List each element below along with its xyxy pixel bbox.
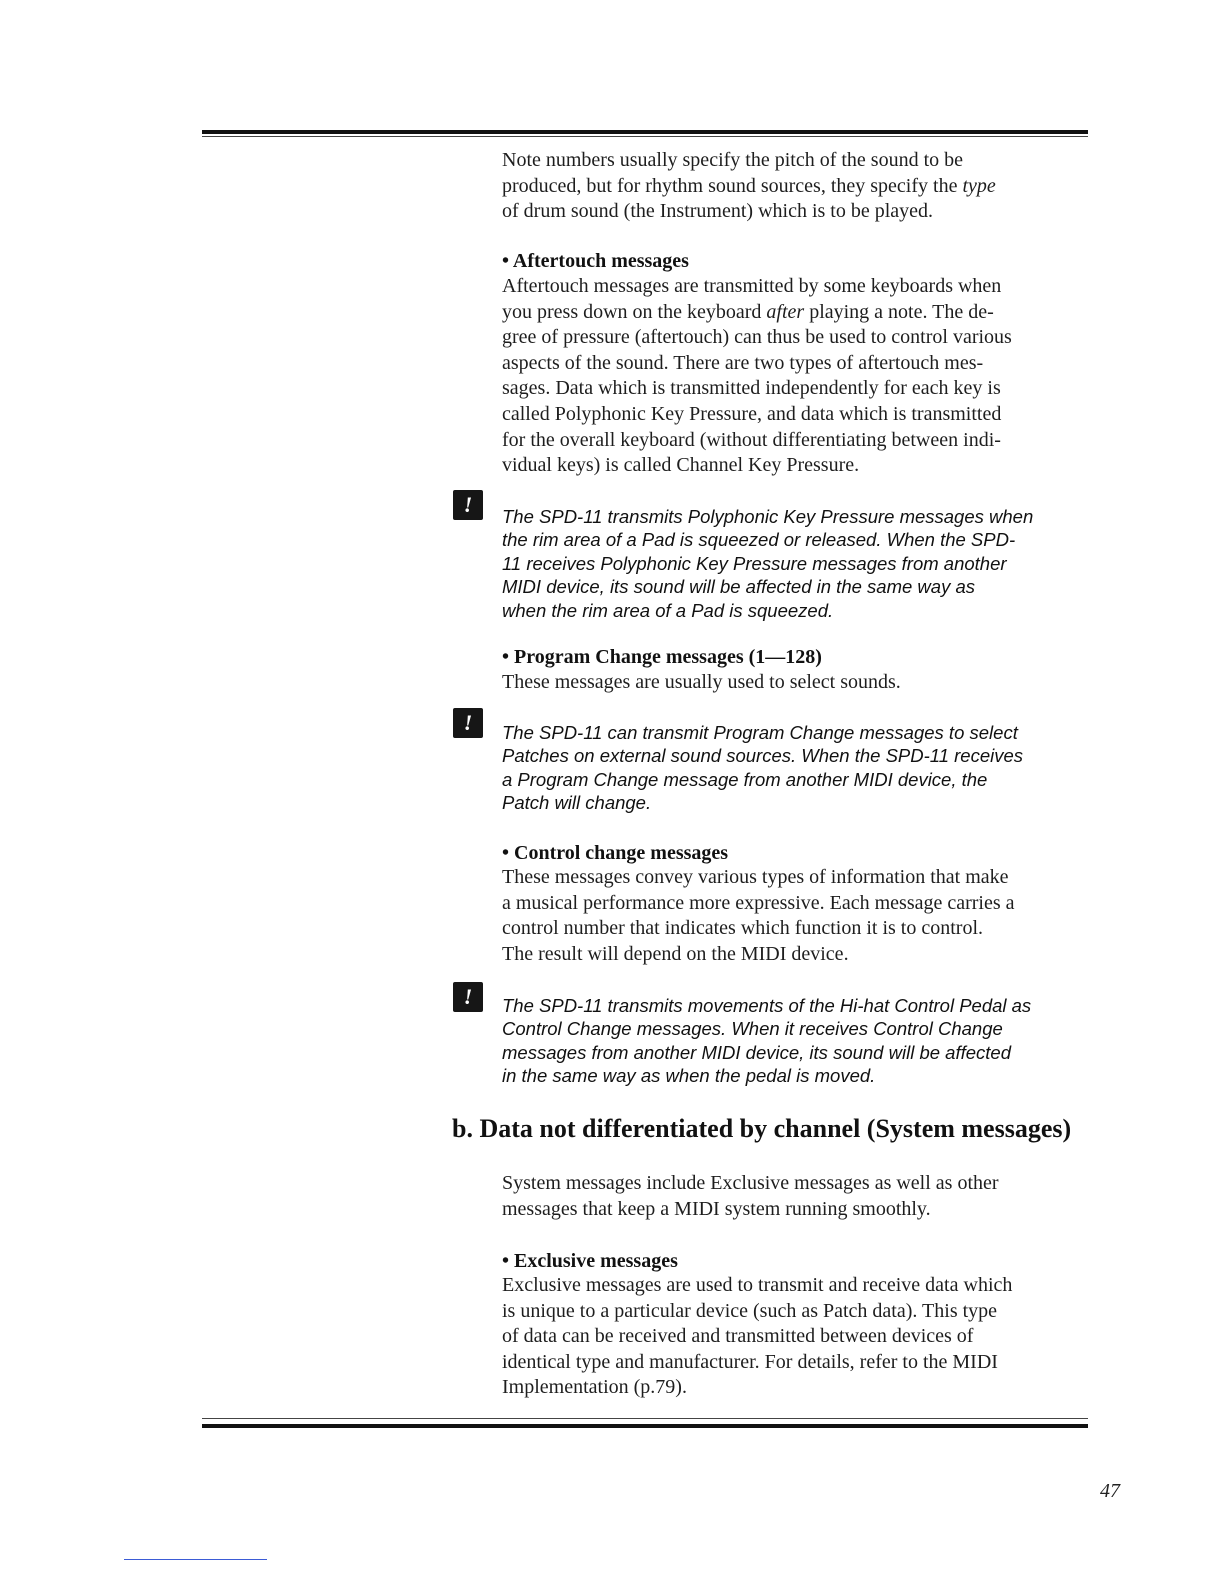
intro-line: of drum sound (the Instrument) which is to be played. [502, 200, 934, 223]
note-warning-icon: ! [453, 708, 483, 738]
intro-line: Note numbers usually specify the pitch of the sound to be [502, 149, 964, 171]
aftertouch-line: vidual keys) is called Channel Key Pressure. [502, 454, 860, 477]
note-line: MIDI device, its sound will be affected in the same way as [502, 576, 975, 598]
intro-line: produced, but for rhythm sound sources, they specify the [502, 174, 963, 197]
note-line: the rim area of a Pad is squeezed or released. When the SPD- [502, 529, 1016, 551]
aftertouch-heading: • Aftertouch messages [502, 250, 689, 272]
note-line: The SPD-11 transmits movements of the Hi-hat Control Pedal as [502, 995, 1032, 1016]
bottom-rule [202, 1418, 1088, 1428]
exclusive-paragraph [502, 1273, 1092, 1401]
control-change-line: a musical performance more expressive. Each message carries a [502, 891, 1015, 914]
program-change-heading: • Program Change messages (1—128) [502, 646, 822, 668]
note-warning-icon: ! [453, 982, 483, 1012]
aftertouch-line: playing a note. The de- [804, 300, 994, 323]
note-line: in the same way as when the pedal is moved. [502, 1065, 876, 1087]
control-change-paragraph [502, 865, 1092, 967]
exclusive-line: identical type and manufacturer. For details, refer to the MIDI [502, 1350, 998, 1373]
section-b-line: System messages include Exclusive messages as well as other [502, 1172, 999, 1194]
aftertouch-note [502, 505, 1092, 622]
exclusive-line: is unique to a particular device (such as Patch data). This type [502, 1299, 998, 1322]
exclusive-line: Implementation (p.79). [502, 1376, 687, 1399]
control-change-line: These messages convey various types of information that make [502, 866, 1009, 888]
program-change-line: These messages are usually used to select sounds. [502, 671, 901, 693]
note-line: The SPD-11 can transmit Program Change messages to select [502, 722, 1018, 743]
exclusive-line: of data can be received and transmitted between devices of [502, 1325, 974, 1348]
exclusive-heading: • Exclusive messages [502, 1250, 678, 1272]
program-change-paragraph [502, 670, 1092, 696]
control-change-line: The result will depend on the MIDI device. [502, 942, 849, 965]
note-line: Patches on external sound sources. When the SPD-11 receives [502, 745, 1024, 767]
section-b-paragraph [502, 1171, 1092, 1222]
aftertouch-line: you press down on the keyboard [502, 300, 767, 323]
emphasis-type: type [962, 174, 996, 197]
aftertouch-line: gree of pressure (aftertouch) can thus be used to control various [502, 326, 1012, 349]
note-warning-icon: ! [453, 490, 483, 520]
note-line: Patch will change. [502, 792, 652, 814]
top-rule [202, 130, 1088, 138]
control-change-line: control number that indicates which function it is to control. [502, 917, 984, 940]
page-number: 47 [1100, 1480, 1120, 1502]
intro-paragraph [502, 148, 1092, 225]
emphasis-after: after [766, 300, 805, 323]
note-line: Control Change messages. When it receives Control Change [502, 1018, 1003, 1040]
section-b-line: messages that keep a MIDI system running smoothly. [502, 1197, 931, 1220]
note-line: The SPD-11 transmits Polyphonic Key Pressure messages when [502, 506, 1034, 527]
note-line: a Program Change message from another MIDI device, the [502, 768, 988, 790]
aftertouch-line: sages. Data which is transmitted independently for each key is [502, 377, 1001, 400]
control-change-note [502, 994, 1092, 1088]
program-change-note [502, 721, 1092, 815]
note-line: 11 receives Polyphonic Key Pressure messages from another [502, 552, 1007, 574]
section-b-heading: b. Data not differentiated by channel (System messages) [452, 1114, 1072, 1143]
aftertouch-line: called Polyphonic Key Pressure, and data which is transmitted [502, 402, 1002, 425]
note-line: when the rim area of a Pad is squeezed. [502, 599, 834, 621]
footer-link-underline [124, 1559, 267, 1560]
aftertouch-paragraph [502, 274, 1092, 479]
exclusive-line: Exclusive messages are used to transmit and receive data which [502, 1274, 1013, 1296]
aftertouch-line: Aftertouch messages are transmitted by some keyboards when [502, 275, 1002, 297]
aftertouch-line: for the overall keyboard (without differentiating between indi- [502, 428, 1001, 451]
control-change-heading: • Control change messages [502, 842, 729, 864]
note-line: messages from another MIDI device, its sound will be affected [502, 1041, 1011, 1063]
aftertouch-line: aspects of the sound. There are two types of aftertouch mes- [502, 351, 984, 374]
